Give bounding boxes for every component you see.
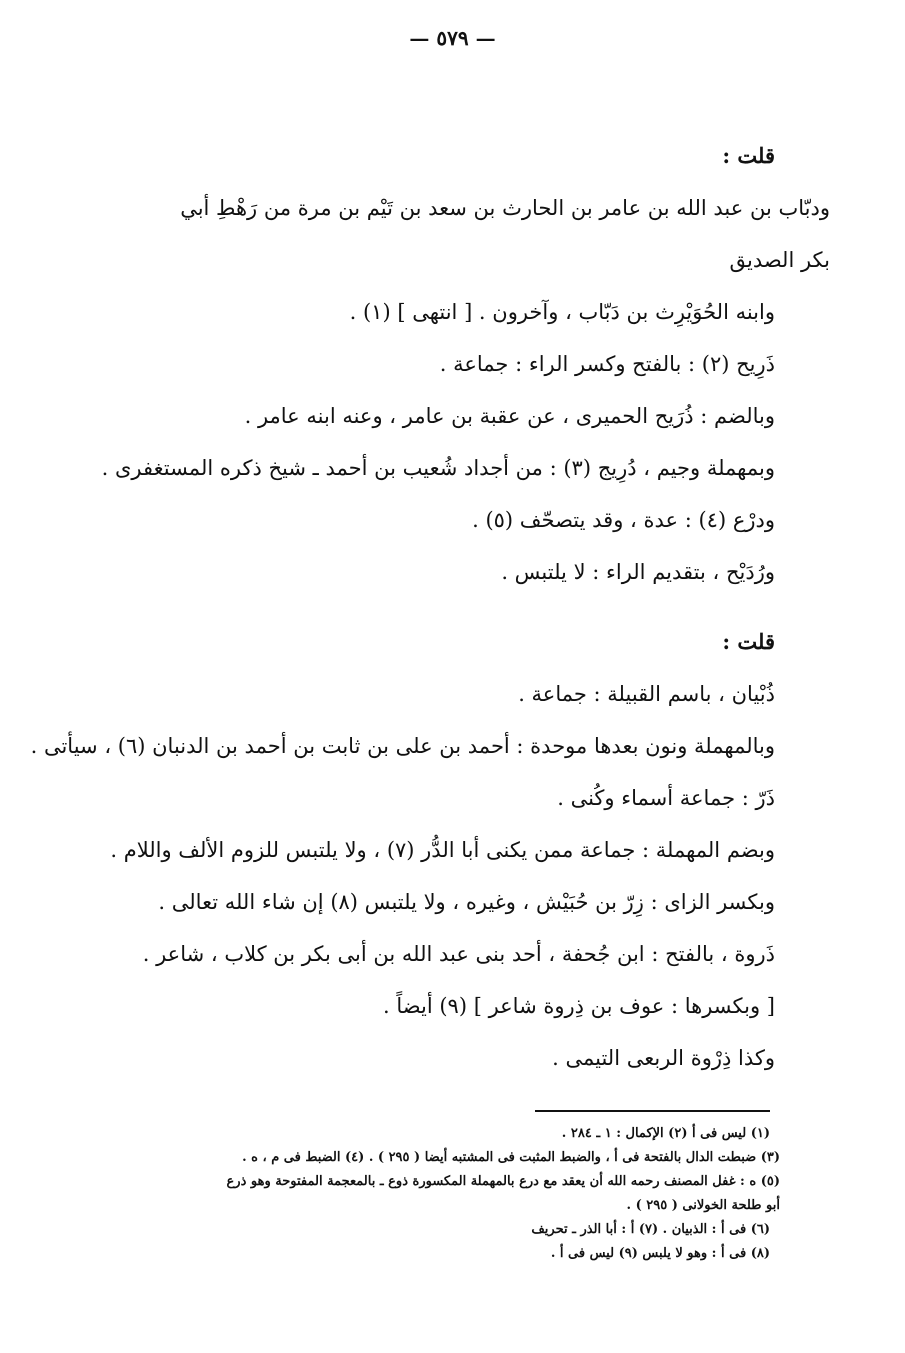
page-number: — ٥٧٩ —	[409, 26, 496, 50]
section-heading: قلت :	[722, 629, 775, 654]
text-line: [ وبكسرها : عوف بن ذِروة شاعر ] (٩) أيضاً .	[383, 994, 775, 1018]
section-heading: قلت :	[722, 143, 775, 168]
text-line: ودبّاب بن عبد الله بن عامر بن الحارث بن سعد بن تَيْم بن مرة من رَهْطِ أبي	[180, 196, 830, 220]
footnotes	[80, 1122, 780, 1266]
footnote-line: أبو طلحة الخولانى ( ٢٩٥ ) .	[626, 1198, 780, 1213]
text-line: ذُبْيان ، باسم القبيلة : جماعة .	[518, 682, 775, 706]
text-line: ذَروة ، بالفتح : ابن جُحفة ، أحد بنى عبد الله بن أبى بكر بن كلاب ، شاعر .	[142, 942, 775, 966]
footnote-line: (١) ليس فى أ (٢) الإكمال : ١ ـ ٢٨٤ .	[561, 1126, 770, 1141]
footnote-line: (٥) ه : غفل المصنف رحمه الله أن يعقد مع درع بالمهملة المكسورة ذوع ـ بالمعجمة المفتوحة وهو ذرع	[226, 1174, 780, 1189]
footnote-line: (٣) ضبطت الدال بالفتحة فى أ ، والضبط المثبت فى المشتبه أيضا ( ٢٩٥ ) . (٤) الضبط فى م ، ه .	[242, 1150, 780, 1165]
text-line: وبكسر الزاى : زِرّ بن حُبَيْش ، وغيره ، ولا يلتبس (٨) إن شاء الله تعالى .	[158, 890, 775, 914]
text-line: ورُدَيْح ، بتقديم الراء : لا يلتبس .	[501, 560, 775, 584]
text-line: وبضم المهملة : جماعة ممن يكنى أبا الدُّر (٧) ، ولا يلتبس للزوم الألف واللام .	[110, 838, 775, 862]
text-line: وكذا ذِرْوة الربعى التيمى .	[552, 1046, 775, 1070]
text-line: ذَرّ : جماعة أسماء وكُنى .	[557, 786, 775, 810]
footnote-line: (٦) فى أ : الذبيان . (٧) أ : أبا الذر ـ تحريف	[531, 1222, 770, 1237]
main-text	[30, 130, 830, 1084]
text-line: وبالمهملة ونون بعدها موحدة : أحمد بن على بن ثابت بن أحمد بن الدنبان (٦) ، سيأتى .	[30, 734, 775, 758]
text-line: ودرْع (٤) : عدة ، وقد يتصحّف (٥) .	[472, 508, 775, 532]
text-line: وبالضم : ذُرَيح الحميرى ، عن عقبة بن عامر ، وعنه ابنه عامر .	[244, 404, 775, 428]
text-line: ذَرِيح (٢) : بالفتح وكسر الراء : جماعة .	[439, 352, 775, 376]
text-line: وبمهملة وجيم ، دُرِيج (٣) : من أجداد شُعيب بن أحمد ـ شيخ ذكره المستغفرى .	[101, 456, 775, 480]
footnote-divider	[535, 1110, 770, 1112]
text-line: بكر الصديق	[729, 248, 830, 272]
text-line: وابنه الحُوَيْرِث بن دَبّاب ، وآخرون . [ انتهى ] (١) .	[349, 300, 775, 324]
footnote-line: (٨) فى أ : وهو لا يلبس (٩) ليس فى أ .	[550, 1246, 770, 1261]
